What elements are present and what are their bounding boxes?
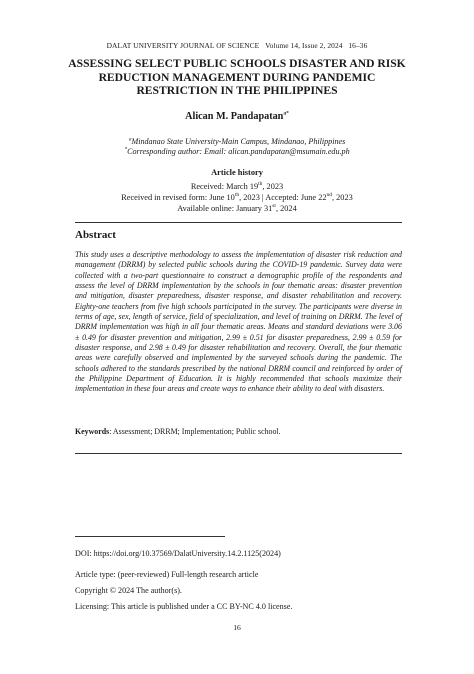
keywords-text: : Assessment; DRRM; Implementation; Public school. [109, 427, 281, 436]
journal-pages: 16–36 [348, 41, 368, 50]
author-name: Alican M. Pandapatan [185, 111, 284, 122]
accepted-year: , 2023 [332, 193, 353, 203]
journal-name: DALAT UNIVERSITY JOURNAL OF SCIENCE [106, 41, 260, 50]
page-number: 16 [233, 623, 241, 632]
received-date: Received: March 19 [190, 182, 259, 191]
online-sup: st [272, 203, 276, 210]
divider-top [75, 222, 402, 223]
accepted-date: , 2023 | Accepted: June 22 [239, 193, 327, 203]
accepted-sup: nd [326, 192, 332, 199]
corresponding-author-line [0, 147, 474, 157]
licensing-line: Licensing: This article is published under a CC BY-NC 4.0 license. [75, 602, 293, 611]
affiliation-mark-star: * [124, 146, 128, 153]
history-revised-accepted [0, 192, 474, 203]
keywords-line [75, 427, 402, 436]
affiliation-block [0, 137, 474, 158]
doi-line: DOI: https://doi.org/10.37569/DalatUniversity.14.2.1125(2024) [75, 549, 281, 558]
divider-bottom [75, 453, 402, 454]
paper-title [60, 57, 414, 98]
affiliation-mark-a: a [128, 136, 132, 143]
affiliation-institution-line [0, 137, 474, 147]
author-marks: a* [283, 110, 289, 117]
revised-date: Received in revised form: June 10 [121, 193, 235, 203]
history-online [0, 203, 474, 214]
abstract-heading: Abstract [75, 229, 116, 241]
revised-sup: th [234, 192, 240, 199]
title-line-2: REDUCTION MANAGEMENT DURING PANDEMIC [98, 70, 376, 84]
footnote-divider [75, 536, 225, 537]
abstract-body: This study uses a descriptive methodology to assess the implementation of disaster risk reduction and management (DRRM) by selected public schools during the COVID-19 pandemic. Survey data were collected with a two-part questionnaire to construct a demographic profile of the respondents and assess the level of DRRM implementation by the schools in four thematic areas: disaster prevention and mitigation, disaster preparedness, disaster response, and disaster rehabilitation and recovery. Eighty-one teachers from five high schools participated in the survey. The participants were diverse in terms of age, sex, length of service, field of specialization, and level of training on DRRM. The level of DRRM implementation was high in all four thematic areas. Means and standard deviations were 3.06 ± 0.49 for disaster prevention and mitigation, 2.99 ± 0.51 for disaster preparedness, 2.99 ± 0.59 for disaster response, and 2.98 ± 0.49 for disaster rehabilitation and recovery. Overall, the four thematic areas were carefully observed and implemented by the surveyed schools during the pandemic. The schools adhered to the standards prescribed by the national DRRM council and reinforced by order of the Philippine Department of Education. It is highly recommended that schools maximize their implementation in these four areas and create ways to enhance their ability to deal with disasters. [75, 250, 402, 394]
article-history [0, 181, 474, 215]
title-line-3: RESTRICTION IN THE PHILIPPINES [136, 84, 338, 98]
copyright-line: Copyright © 2024 The author(s). [75, 586, 182, 595]
author-line [0, 111, 474, 122]
journal-header [0, 41, 474, 50]
keywords-label: Keywords [75, 427, 110, 436]
received-year: , 2023 [262, 182, 284, 191]
article-history-title: Article history [211, 168, 263, 177]
article-type-line: Article type: (peer-reviewed) Full-length research article [75, 570, 259, 579]
title-line-1: ASSESSING SELECT PUBLIC SCHOOLS DISASTER AND RISK [68, 57, 406, 70]
online-date: Available online: January 31 [177, 204, 273, 214]
online-year: , 2024 [275, 204, 297, 214]
journal-volume: Volume 14, Issue 2, 2024 [265, 41, 343, 50]
history-received [0, 181, 474, 192]
received-sup: th [258, 181, 263, 188]
affiliation-institution: Mindanao State University-Main Campus, Mindanao, Philippines [131, 137, 346, 146]
corresponding-author: Corresponding author: Email: alican.pandapatan@msumain.edu.ph [127, 147, 350, 157]
